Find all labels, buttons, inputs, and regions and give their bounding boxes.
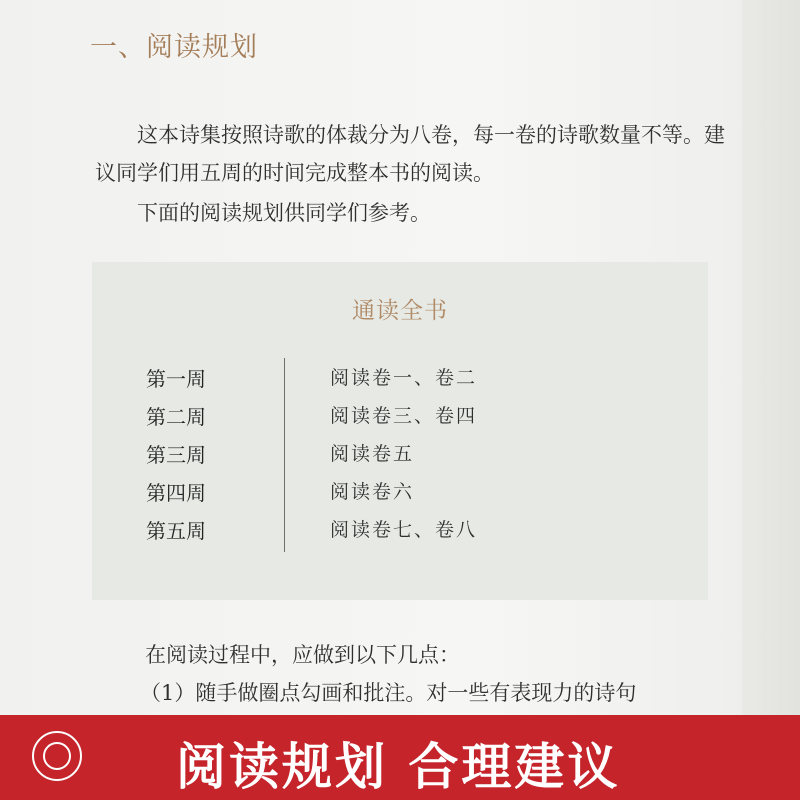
plan-row	[92, 439, 708, 475]
reading-plan-box	[92, 262, 708, 600]
plan-week: 第二周	[146, 405, 206, 429]
plan-row	[92, 477, 708, 513]
plan-week: 第四周	[146, 481, 206, 505]
plan-task: 阅读卷三、卷四	[330, 405, 478, 427]
plan-week: 第五周	[146, 519, 206, 543]
plan-task: 阅读卷五	[330, 443, 415, 465]
plan-task: 阅读卷七、卷八	[330, 519, 478, 541]
point-item-1: （1）随手做圈点勾画和批注。对一些有表现力的诗句	[140, 681, 637, 705]
plan-week: 第三周	[146, 443, 206, 467]
plan-title: 通读全书	[352, 298, 448, 324]
intro-paragraph-2: 下面的阅读规划供同学们参考。	[137, 201, 431, 225]
plan-task: 阅读卷六	[330, 481, 415, 503]
plan-row	[92, 401, 708, 437]
section-heading: 一、阅读规划	[90, 32, 258, 63]
intro-paragraph: 这本诗集按照诗歌的体裁分为八卷，每一卷的诗歌数量不等。建议同学们用五周的时间完成整本书的阅读。	[95, 123, 725, 185]
promo-banner	[0, 715, 800, 800]
page-edge	[742, 0, 800, 715]
points-intro: 在阅读过程中，应做到以下几点：	[145, 643, 460, 667]
plan-row	[92, 515, 708, 551]
plan-row	[92, 363, 708, 399]
plan-task: 阅读卷一、卷二	[330, 367, 478, 389]
plan-week: 第一周	[146, 367, 206, 391]
circle-icon	[32, 731, 82, 781]
banner-title: 阅读规划 合理建议	[176, 738, 621, 796]
